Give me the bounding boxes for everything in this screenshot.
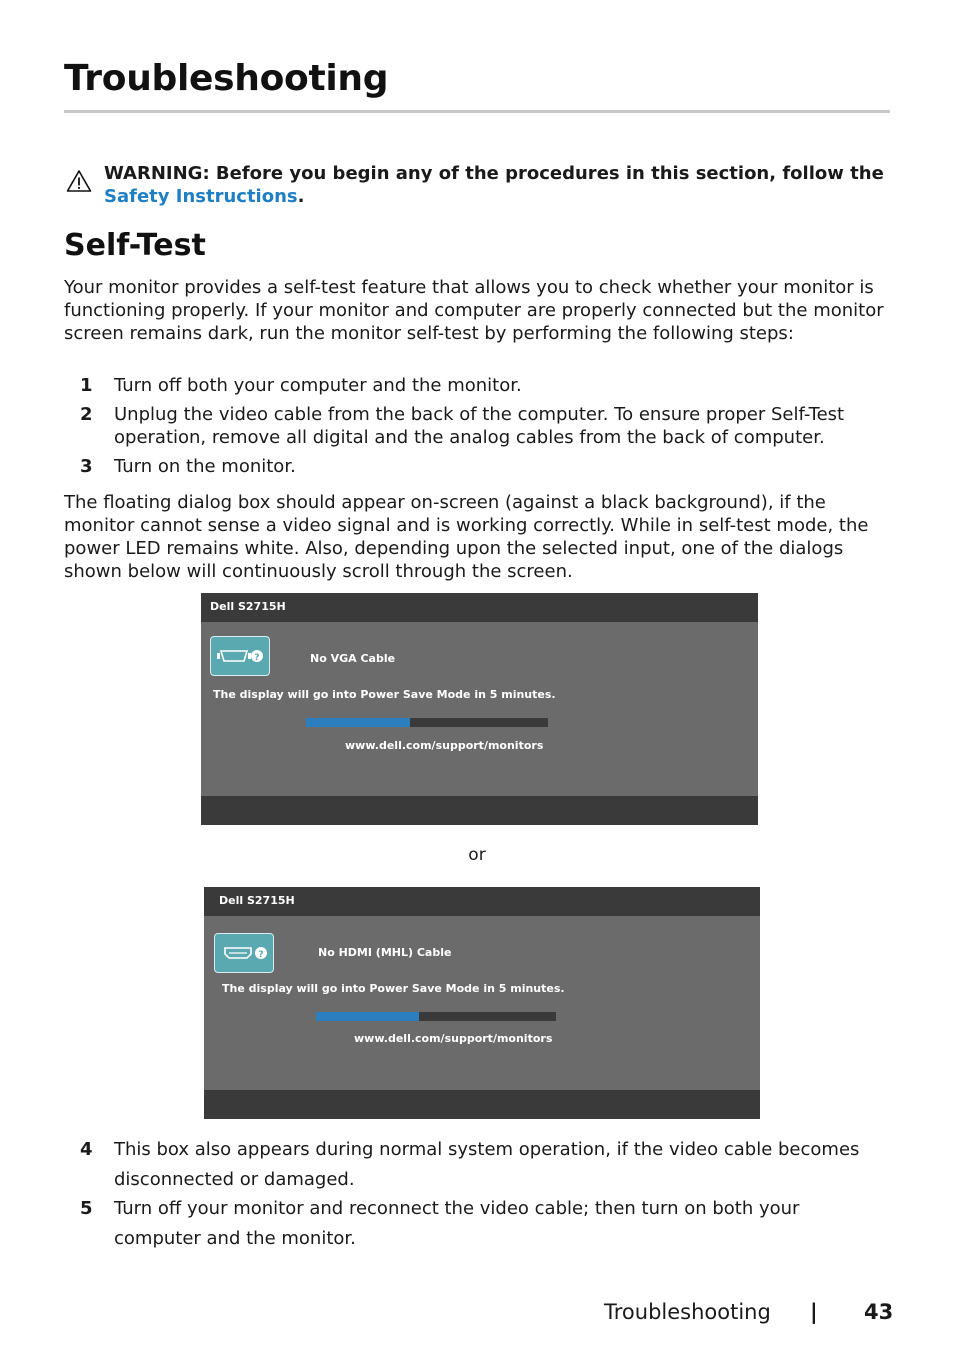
footer-separator: | xyxy=(810,1300,818,1324)
osd-bottom-bar xyxy=(204,1090,760,1119)
step-text: Turn on the monitor. xyxy=(114,456,296,477)
osd-support-url: www.dell.com/support/monitors xyxy=(354,1032,553,1045)
osd-progress-fill xyxy=(306,718,410,727)
step-text: Turn off both your computer and the monitor. xyxy=(114,375,522,396)
osd-cable-status: No VGA Cable xyxy=(310,652,396,665)
osd-power-save-message: The display will go into Power Save Mode in 5 minutes. xyxy=(222,982,565,995)
step-number: 2 xyxy=(80,404,93,425)
title-divider xyxy=(64,110,890,113)
osd-progress-bar xyxy=(306,718,548,727)
osd-cable-status: No HDMI (MHL) Cable xyxy=(318,946,452,959)
osd-title-bar xyxy=(201,593,758,622)
hdmi-connector-icon xyxy=(214,933,274,973)
osd-power-save-message: The display will go into Power Save Mode in 5 minutes. xyxy=(213,688,556,701)
osd-dialog-hdmi xyxy=(204,887,760,1119)
step-number: 3 xyxy=(80,456,93,477)
osd-bottom-bar xyxy=(201,796,758,825)
step-text: Unplug the video cable from the back of the computer. To ensure proper Self-Test operation, remove all digital and the analog cables from the back of computer. xyxy=(114,404,845,448)
svg-text:?: ? xyxy=(254,653,260,663)
page-number: 43 xyxy=(864,1300,894,1324)
description-paragraph: The floating dialog box should appear on-screen (against a black background), if the monitor cannot sense a video signal and is working correctly. While in self-test mode, the power LED remains white. Also, depending upon the selected input, one of the dialogs shown below will continuously scroll through the screen. xyxy=(64,492,869,582)
step-number: 4 xyxy=(80,1139,93,1160)
step-number: 5 xyxy=(80,1198,93,1219)
osd-progress-fill xyxy=(316,1012,419,1021)
osd-support-url: www.dell.com/support/monitors xyxy=(345,739,544,752)
osd-title-bar xyxy=(204,887,760,916)
footer-section-name: Troubleshooting xyxy=(604,1300,771,1324)
step-text: Turn off your monitor and reconnect the video cable; then turn on both your computer and the monitor. xyxy=(114,1198,800,1249)
osd-progress-bar xyxy=(316,1012,556,1021)
vga-connector-icon xyxy=(210,636,270,676)
osd-model-name: Dell S2715H xyxy=(219,894,295,907)
step-number: 1 xyxy=(80,375,93,396)
section-title: Self-Test xyxy=(64,228,206,263)
warning-text: WARNING: Before you begin any of the procedures in this section, follow the xyxy=(104,163,884,184)
intro-paragraph: Your monitor provides a self-test feature that allows you to check whether your monitor is functioning properly. If your monitor and computer are properly connected but the monitor screen remains dark, run the monitor self-test by performing the following steps: xyxy=(64,277,884,344)
safety-instructions-link[interactable]: Safety Instructions xyxy=(104,186,298,207)
osd-dialog-vga xyxy=(201,593,758,825)
step-text: This box also appears during normal system operation, if the video cable becomes disconnected or damaged. xyxy=(114,1139,860,1190)
svg-text:?: ? xyxy=(258,950,264,960)
osd-model-name: Dell S2715H xyxy=(210,600,286,613)
warning-period: . xyxy=(297,186,305,207)
warning-triangle-icon xyxy=(66,169,92,193)
or-separator: or xyxy=(468,845,486,865)
page-title: Troubleshooting xyxy=(64,58,389,99)
